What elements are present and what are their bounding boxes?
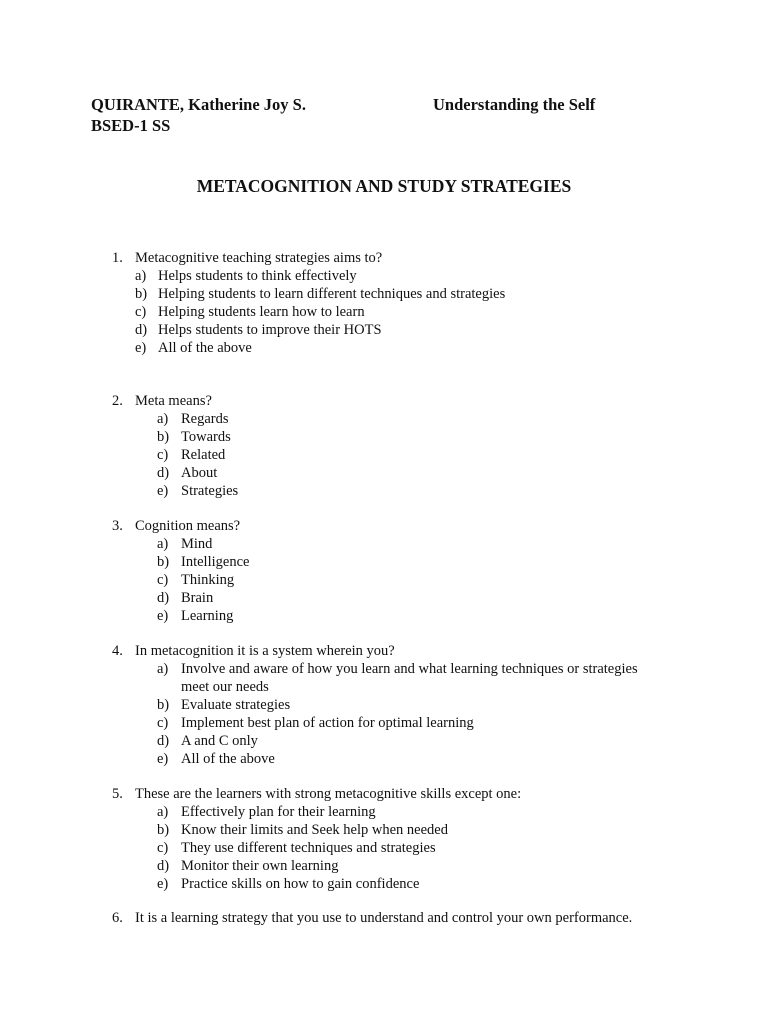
option-letter: a) bbox=[135, 268, 147, 284]
document-title: METACOGNITION AND STUDY STRATEGIES bbox=[196, 176, 572, 196]
option-text: Implement best plan of action for optimal learning bbox=[181, 715, 474, 731]
subject-name: Understanding the Self bbox=[433, 95, 596, 114]
option-text: Intelligence bbox=[181, 554, 250, 570]
question-number: 4. bbox=[112, 643, 123, 659]
option-text: Effectively plan for their learning bbox=[181, 804, 376, 820]
option-letter: a) bbox=[157, 411, 169, 427]
option-letter: d) bbox=[157, 733, 170, 749]
option-letter: c) bbox=[135, 304, 147, 320]
option-letter: d) bbox=[135, 322, 148, 338]
option-text: Helps students to improve their HOTS bbox=[158, 322, 382, 338]
option-text: Mind bbox=[181, 536, 213, 552]
option-text: A and C only bbox=[181, 733, 258, 749]
option-letter: e) bbox=[157, 608, 169, 624]
option-text: Helping students learn how to learn bbox=[158, 304, 365, 320]
option-letter: d) bbox=[157, 858, 170, 874]
option-letter: e) bbox=[157, 876, 169, 892]
option-letter: c) bbox=[157, 447, 169, 463]
option-text: Brain bbox=[181, 590, 214, 606]
option-letter: d) bbox=[157, 465, 170, 481]
option-text: Towards bbox=[181, 429, 231, 445]
question-text: It is a learning strategy that you use to understand and control your own performance. bbox=[135, 910, 633, 926]
option-letter: e) bbox=[157, 483, 169, 499]
question-text: In metacognition it is a system wherein you? bbox=[135, 643, 395, 659]
option-text: Helps students to think effectively bbox=[158, 268, 357, 284]
option-letter: b) bbox=[157, 822, 170, 838]
option-letter: b) bbox=[157, 697, 170, 713]
option-letter: e) bbox=[157, 751, 169, 767]
option-letter: e) bbox=[135, 340, 147, 356]
option-letter: b) bbox=[157, 554, 170, 570]
option-text: They use different techniques and strategies bbox=[181, 840, 436, 856]
option-letter: b) bbox=[157, 429, 170, 445]
option-letter: c) bbox=[157, 715, 169, 731]
option-text: Thinking bbox=[181, 572, 235, 588]
course-section: BSED-1 SS bbox=[91, 116, 171, 135]
question-text: Metacognitive teaching strategies aims to? bbox=[135, 250, 383, 266]
option-text: Monitor their own learning bbox=[181, 858, 339, 874]
question-text: Cognition means? bbox=[135, 518, 241, 534]
question-number: 6. bbox=[112, 910, 123, 926]
question-text: Meta means? bbox=[135, 393, 212, 409]
option-text: Know their limits and Seek help when needed bbox=[181, 822, 448, 838]
question-text: These are the learners with strong metacognitive skills except one: bbox=[135, 786, 522, 802]
option-text: Learning bbox=[181, 608, 234, 624]
option-letter: b) bbox=[135, 286, 148, 302]
option-text: All of the above bbox=[181, 751, 275, 767]
option-text: All of the above bbox=[158, 340, 252, 356]
option-letter: a) bbox=[157, 536, 169, 552]
option-text: About bbox=[181, 465, 218, 481]
option-letter: d) bbox=[157, 590, 170, 606]
question-number: 3. bbox=[112, 518, 123, 534]
option-letter: c) bbox=[157, 840, 169, 856]
option-letter: c) bbox=[157, 572, 169, 588]
option-letter: a) bbox=[157, 804, 169, 820]
question-number: 2. bbox=[112, 393, 123, 409]
question-number: 5. bbox=[112, 786, 123, 802]
option-text: Related bbox=[181, 447, 226, 463]
student-name: QUIRANTE, Katherine Joy S. bbox=[91, 95, 306, 114]
option-text-continued: meet our needs bbox=[181, 679, 269, 695]
option-text: Involve and aware of how you learn and what learning techniques or strategies bbox=[181, 661, 638, 677]
option-text: Helping students to learn different techniques and strategies bbox=[158, 286, 506, 302]
option-text: Practice skills on how to gain confidence bbox=[181, 876, 420, 892]
question-number: 1. bbox=[112, 250, 123, 266]
option-text: Regards bbox=[181, 411, 229, 427]
option-letter: a) bbox=[157, 661, 169, 677]
option-text: Strategies bbox=[181, 483, 239, 499]
option-text: Evaluate strategies bbox=[181, 697, 291, 713]
